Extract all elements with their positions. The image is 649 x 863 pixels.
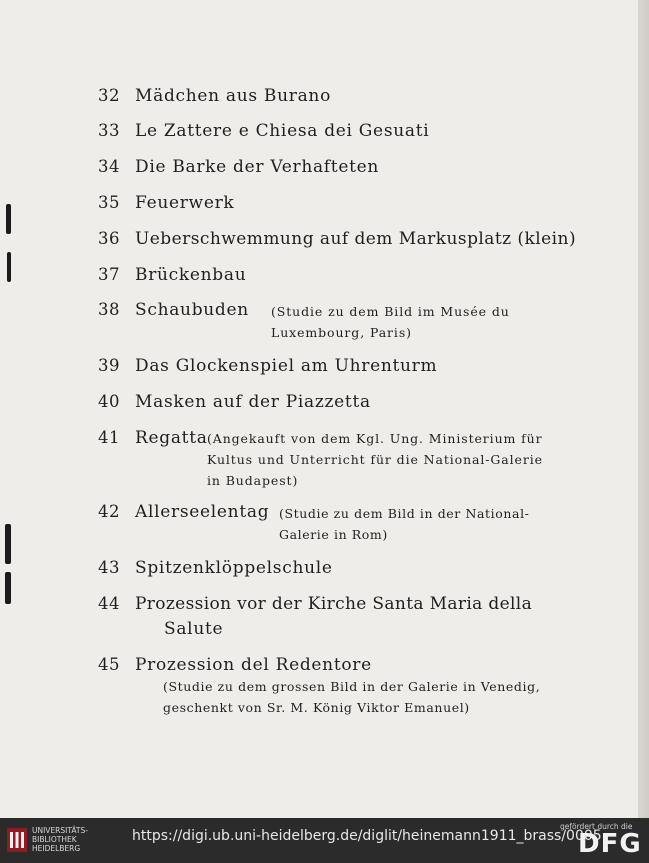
entry-title: Prozession vor der Kirche Santa Maria della [135, 594, 533, 614]
entry-number: 41 [98, 428, 120, 447]
entry-number: 33 [98, 121, 120, 140]
binding-mark [5, 572, 11, 604]
binding-mark [7, 252, 11, 282]
entry-number: 37 [98, 265, 120, 284]
entry-note: (Angekauft von dem Kgl. Ung. Ministerium für Kultus und Unterricht für die National-Galerie in Budapest) [207, 431, 543, 488]
entry-title: Regatta [135, 428, 208, 448]
entry-title: Mädchen aus Burano [135, 86, 332, 106]
entry-title: Spitzenklöppelschule [135, 558, 333, 578]
entry-number: 45 [98, 655, 120, 674]
funding-note: gefördert durch die [560, 822, 633, 831]
permalink[interactable]: https://digi.ub.uni-heidelberg.de/diglit/heinemann1911_brass/0005 [132, 828, 602, 844]
library-name: UNIVERSITÄTS- BIBLIOTHEK HEIDELBERG [32, 826, 88, 853]
entry-note: (Studie zu dem Bild in der National- Galerie in Rom) [279, 506, 530, 542]
entry-number: 35 [98, 193, 120, 212]
entry-title: Die Barke der Verhafteten [135, 157, 380, 177]
entry-title-continued: Salute [164, 619, 224, 639]
entry-note: (Studie zu dem Bild im Musée du Luxembourg, Paris) [271, 304, 510, 340]
entry-title: Das Glockenspiel am Uhrenturm [135, 356, 438, 376]
viewer-footer [0, 818, 649, 863]
binding-mark [5, 524, 11, 564]
entry-number: 38 [98, 300, 120, 319]
dfg-logo: DFG [578, 829, 642, 859]
entry-number: 39 [98, 356, 120, 375]
entry-title: Schaubuden [135, 300, 249, 320]
entry-number: 44 [98, 594, 120, 613]
entry-number: 42 [98, 502, 120, 521]
entry-number: 36 [98, 229, 120, 248]
entry-title: Prozession del Redentore [135, 655, 372, 675]
university-library-logo-icon [6, 826, 28, 854]
entry-number: 32 [98, 86, 120, 105]
entry-number: 43 [98, 558, 120, 577]
entry-title: Le Zattere e Chiesa dei Gesuati [135, 121, 430, 141]
entry-note: (Studie zu dem grossen Bild in der Galerie in Venedig, geschenkt von Sr. M. König Viktor Emanuel) [163, 679, 541, 715]
entry-number: 34 [98, 157, 120, 176]
entry-title: Allerseelentag [135, 502, 270, 522]
entry-title: Masken auf der Piazzetta [135, 392, 371, 412]
page-edge [638, 0, 649, 818]
entry-title: Feuerwerk [135, 193, 235, 213]
entry-number: 40 [98, 392, 120, 411]
entry-title: Ueberschwemmung auf dem Markusplatz (klein) [135, 229, 577, 249]
entry-title: Brückenbau [135, 265, 247, 285]
binding-mark [6, 204, 11, 234]
